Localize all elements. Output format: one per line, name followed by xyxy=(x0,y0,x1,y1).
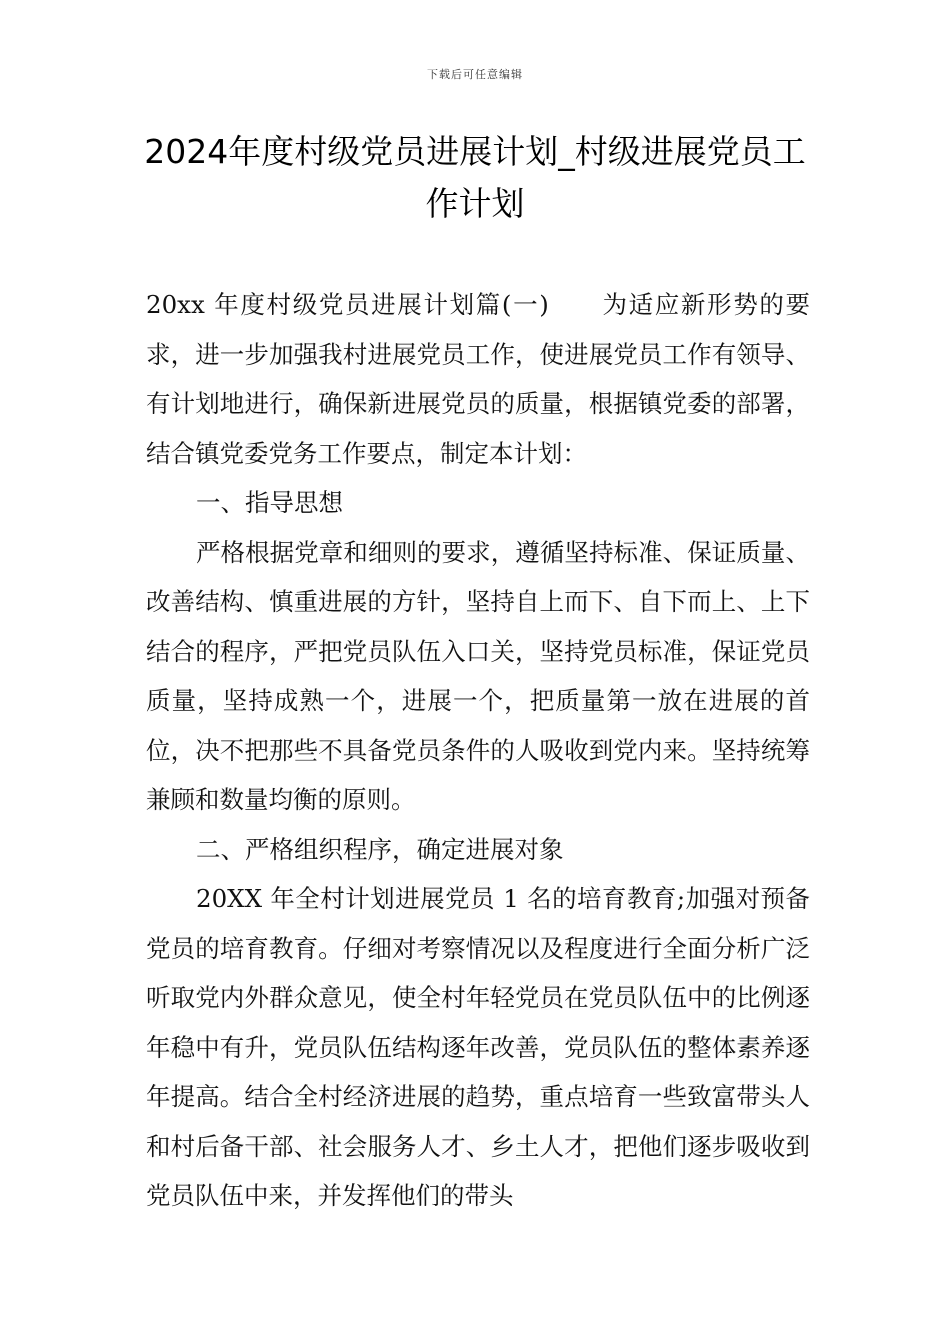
document-title: 2024年度村级党员进展计划_村级进展党员工作计划 xyxy=(144,132,806,223)
paragraph-organization-procedure: 20XX 年全村计划进展党员 1 名的培育教育;加强对预备党员的培育教育。仔细对考察情况以及程度进行全面分析广泛听取党内外群众意见，使全村年轻党员在党员队伍中的比例逐年稳中有升，党员队伍结构逐年改善，党员队伍的整体素养逐年提高。结合全村经济进展的趋势，重点培育一些致富带头人和村后备干部、社会服务人才、乡土人才，把他们逐步吸收到党员队伍中来，并发挥他们的带头 xyxy=(146,884,810,1210)
heading-organization-procedure: 二、严格组织程序，确定进展对象 xyxy=(196,834,564,864)
paragraph-guiding-thought: 严格根据党章和细则的要求，遵循坚持标准、保证质量、改善结构、慎重进展的方针，坚持自上而下、自下而上、上下结合的程序，严把党员队伍入口关，坚持党员标准，保证党员质量，坚持成熟一个，进展一个，把质量第一放在进展的首位，决不把那些不具备党员条件的人吸收到党内来。坚持统筹兼顾和数量均衡的原则。 xyxy=(146,537,810,814)
header-note: 下载后可任意编辑 xyxy=(427,68,523,81)
heading-guiding-thought: 一、指导思想 xyxy=(196,488,343,517)
intro-text: 为适应新形势的要求，进一步加强我村进展党员工作，使进展党员工作有领导、有计划地进行，确保新进展党员的质量，根据镇党委的部署，结合镇党委党务工作要点，制定本计划： xyxy=(146,290,811,468)
section-lead: 20xx 年度村级党员进展计划篇(一) xyxy=(146,290,549,319)
paragraph-intro xyxy=(146,280,810,478)
document-body xyxy=(146,280,810,1221)
